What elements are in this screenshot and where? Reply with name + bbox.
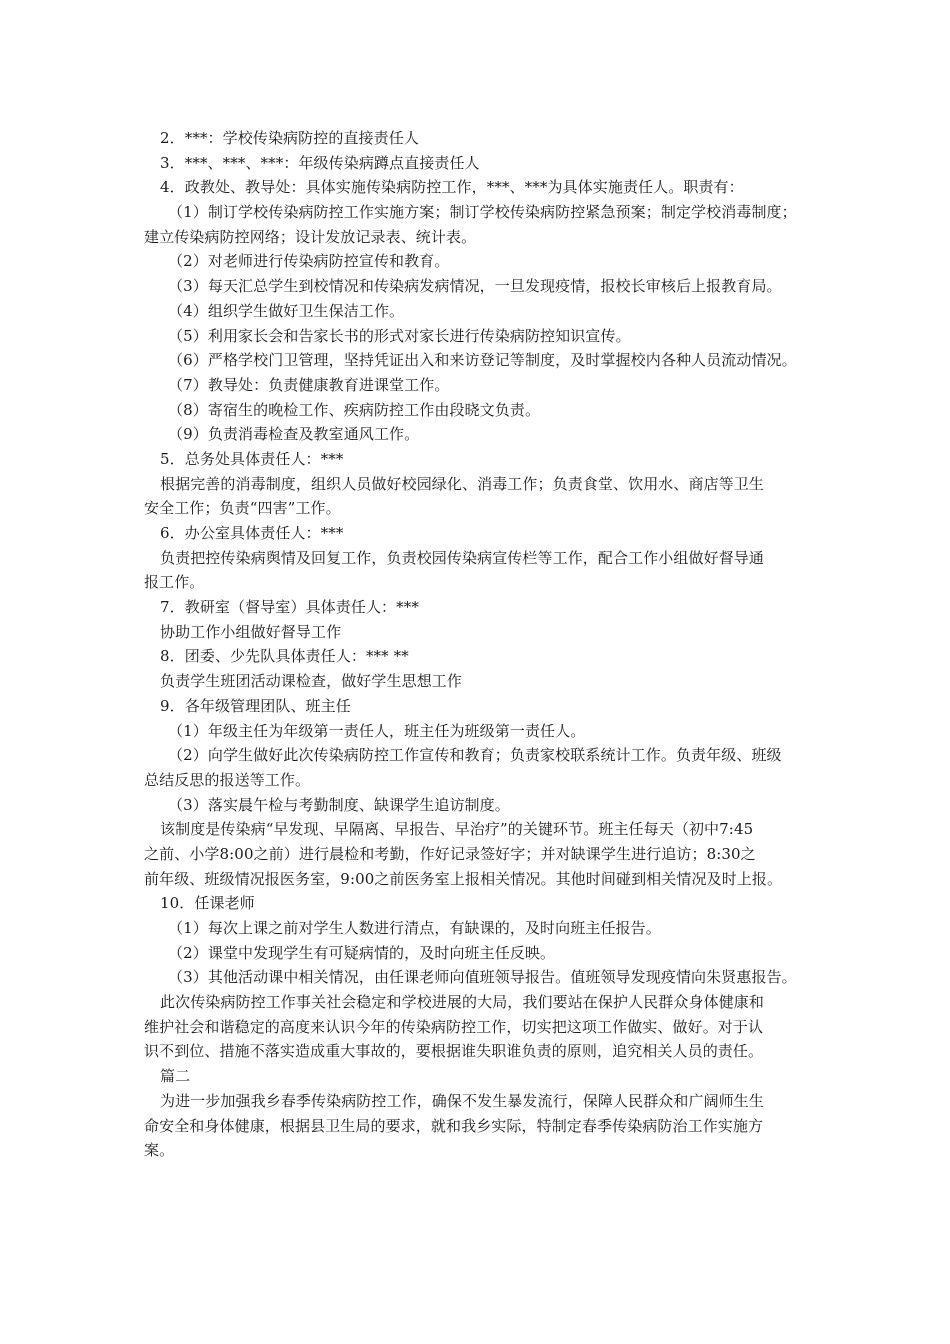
text-line: 识不到位、措施不落实造成重大事故的，要根据谁失职谁负责的原则，追究相关人员的责任。 [144, 1042, 764, 1061]
text-line: （5）利用家长会和告家长书的形式对家长进行传染病防控知识宣传。 [168, 326, 631, 345]
text-line: 2．***：学校传染病防控的直接责任人 [160, 129, 419, 147]
text-line: 此次传染病防控工作事关社会稳定和学校进展的大局，我们要站在保护人民群众身体健康和 [160, 993, 765, 1012]
text-line: （1）制订学校传染病防控工作实施方案；制订学校传染病防控紧急预案；制定学校消毒制度； [168, 203, 797, 222]
text-line: 6．办公室具体责任人：*** [160, 524, 344, 542]
text-line: （2）对老师进行传染病防控宣传和教育。 [168, 252, 450, 271]
text-line: （8）寄宿生的晚检工作、疾病防控工作由段晓文负责。 [168, 400, 541, 419]
text-line: （1）每次上课之前对学生人数进行清点，有缺课的，及时向班主任报告。 [168, 919, 661, 937]
text-line: 之前、小学8:00之前）进行晨检和考勤，作好记录签好字；并对缺课学生进行追访；8:30之 [144, 844, 756, 863]
text-line: 3．***、***、***：年级传染病蹲点直接责任人 [160, 153, 480, 172]
text-line: 8．团委、少先队具体责任人：*** ** [160, 647, 409, 666]
text-line: 7．教研室（督导室）具体责任人：*** [160, 598, 419, 617]
text-line: 报工作。 [144, 573, 205, 592]
text-line: （1）年级主任为年级第一责任人，班主任为班级第一责任人。 [168, 721, 586, 740]
text-line: （3）其他活动课中相关情况，由任课老师向值班领导报告。值班领导发现疫情向朱贤惠报告。 [168, 968, 797, 987]
text-line: 命安全和身体健康，根据县卫生局的要求，就和我乡实际，特制定春季传染病防治工作实施方 [144, 1116, 764, 1135]
text-line: 案。 [144, 1141, 175, 1160]
text-line: （6）严格学校门卫管理，坚持凭证出入和来访登记等制度，及时掌握校内各种人员流动情况。 [168, 351, 797, 370]
text-line: 协助工作小组做好督导工作 [160, 622, 342, 641]
text-line: 5．总务处具体责任人：*** [160, 449, 344, 468]
text-line: （3）落实晨午检与考勤制度、缺课学生追访制度。 [168, 795, 510, 814]
text-line: 根据完善的消毒制度，组织人员做好校园绿化、消毒工作；负责食堂、饮用水、商店等卫生 [160, 474, 765, 493]
text-line: 安全工作；负责“四害”工作。 [144, 499, 341, 518]
text-line: 前年级、班级情况报医务室，9:00之前医务室上报相关情况。其他时间碰到相关情况及时上报。 [144, 869, 783, 888]
text-line: 4．政教处、教导处：具体实施传染病防控工作，***、***为具体实施责任人。职责有： [160, 178, 744, 197]
text-line: 为进一步加强我乡春季传染病防控工作，确保不发生暴发流行，保障人民群众和广阔师生生 [160, 1091, 765, 1110]
text-line: （4）组织学生做好卫生保洁工作。 [168, 301, 405, 320]
text-line: （2）课堂中发现学生有可疑病情的，及时向班主任反映。 [168, 943, 556, 962]
text-line: 该制度是传染病“早发现、早隔离、早报告、早治疗”的关键环节。班主任每天（初中7:45 [160, 820, 754, 839]
text-line: （3）每天汇总学生到校情况和传染病发病情况，一旦发现疫情，报校长审核后上报教育局。 [168, 277, 782, 296]
text-line: 建立传染病防控网络；设计发放记录表、统计表。 [144, 227, 477, 246]
text-line: 10．任课老师 [160, 894, 255, 913]
text-line: 维护社会和谐稳定的高度来认识今年的传染病防控工作，切实把这项工作做实、做好。对于认 [144, 1017, 764, 1036]
text-line: 9．各年级管理团队、班主任 [160, 696, 351, 715]
text-line: （9）负责消毒检查及教室通风工作。 [168, 425, 420, 444]
text-line: 篇二 [160, 1067, 191, 1086]
text-line: 总结反思的报送等工作。 [144, 770, 311, 789]
document-body [144, 126, 814, 1163]
text-line: （7）教导处：负责健康教育进课堂工作。 [168, 375, 450, 394]
text-line: （2）向学生做好此次传染病防控工作宣传和教育；负责家校联系统计工作。负责年级、班级 [168, 746, 782, 765]
text-line: 负责学生班团活动课检查，做好学生思想工作 [160, 672, 463, 691]
text-line: 负责把控传染病舆情及回复工作，负责校园传染病宣传栏等工作，配合工作小组做好督导通 [160, 548, 765, 567]
